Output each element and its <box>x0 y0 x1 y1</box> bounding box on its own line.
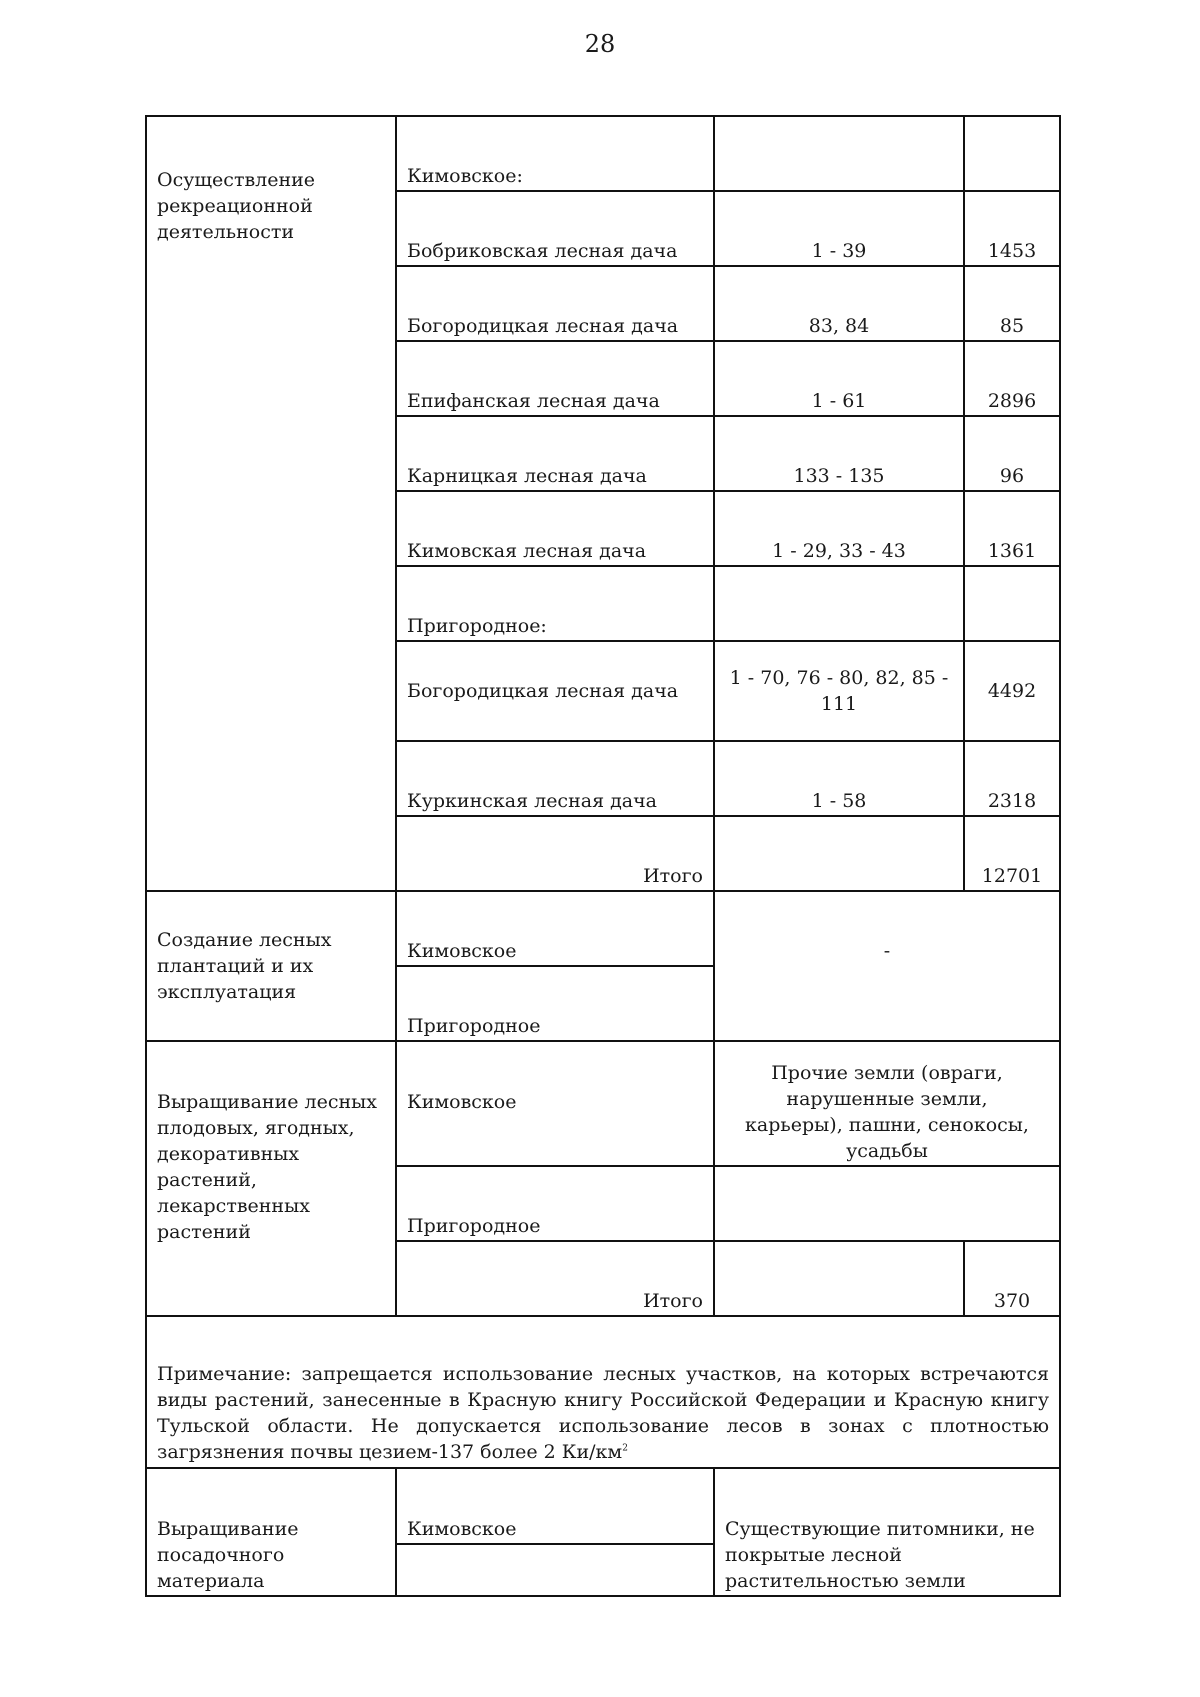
forest-name-cell: Карницкая лесная дача <box>396 416 714 491</box>
forest-name-cell: Бобриковская лесная дача <box>396 191 714 266</box>
district-cell: Кимовское <box>396 891 714 966</box>
page-number: 28 <box>584 30 616 58</box>
quarters-cell: 1 - 39 <box>714 191 964 266</box>
total-label: Итого <box>396 1241 714 1316</box>
total-label: Итого <box>396 816 714 891</box>
empty-cell <box>396 1544 714 1596</box>
district-cell: Пригородное <box>396 966 714 1041</box>
forest-name-cell: Епифанская лесная дача <box>396 341 714 416</box>
area-cell <box>964 566 1060 641</box>
activity-cell: Создание лесных плантаций и их эксплуатация <box>146 891 396 1041</box>
quarters-cell: 1 - 61 <box>714 341 964 416</box>
area-cell: 4492 <box>964 641 1060 741</box>
quarters-cell <box>714 116 964 191</box>
activity-cell: Осуществление рекреационной деятельности <box>146 116 396 891</box>
table-row <box>146 1041 1060 1166</box>
note-superscript: 2 <box>622 1443 628 1454</box>
forest-name-cell: Куркинская лесная дача <box>396 741 714 816</box>
table-row <box>146 116 1060 191</box>
area-cell: 2896 <box>964 341 1060 416</box>
quarters-cell: 1 - 70, 76 - 80, 82, 85 - 111 <box>714 641 964 741</box>
empty-cell <box>714 1241 964 1316</box>
activity-cell: Выращивание посадочного материала <box>146 1468 396 1596</box>
total-area: 12701 <box>964 816 1060 891</box>
area-cell: 85 <box>964 266 1060 341</box>
quarters-cell: 1 - 58 <box>714 741 964 816</box>
empty-cell <box>714 816 964 891</box>
area-cell: 1453 <box>964 191 1060 266</box>
area-cell <box>964 116 1060 191</box>
note-cell <box>146 1316 1060 1468</box>
forest-name-cell: Богородицкая лесная дача <box>396 641 714 741</box>
note-text: Примечание: запрещается использование лесных участков, на которых встречаются виды растений, занесенные в Красную книгу Российской Федерации и Красную книгу Тульской области. Не допускается использование лесов в зонах с плотностью загрязнения почвы цезием-137 более 2 Ки/км <box>157 1363 1049 1463</box>
forest-name-cell: Кимовское: <box>396 116 714 191</box>
quarters-cell: 133 - 135 <box>714 416 964 491</box>
area-cell: 2318 <box>964 741 1060 816</box>
empty-cell <box>714 1166 1060 1241</box>
forest-use-table <box>145 115 1061 1597</box>
table-row <box>146 891 1060 966</box>
activity-cell: Выращивание лесных плодовых, ягодных, декоративных растений, лекарственных растений <box>146 1041 396 1316</box>
nursery-value: Существующие питомники, не покрытые лесной растительностью земли <box>714 1468 1060 1596</box>
district-cell: Кимовское <box>396 1041 714 1166</box>
table-row <box>146 1468 1060 1544</box>
quarters-cell: 1 - 29, 33 - 43 <box>714 491 964 566</box>
area-cell: 1361 <box>964 491 1060 566</box>
quarters-cell: 83, 84 <box>714 266 964 341</box>
plantation-value: - <box>714 891 1060 1041</box>
district-cell: Кимовское <box>396 1468 714 1544</box>
forest-name-cell: Кимовская лесная дача <box>396 491 714 566</box>
area-cell: 96 <box>964 416 1060 491</box>
district-cell: Пригородное <box>396 1166 714 1241</box>
note-row <box>146 1316 1060 1468</box>
total-area: 370 <box>964 1241 1060 1316</box>
quarters-cell <box>714 566 964 641</box>
forest-name-cell: Пригородное: <box>396 566 714 641</box>
growing-value: Прочие земли (овраги, нарушенные земли, карьеры), пашни, сенокосы, усадьбы <box>714 1041 1060 1166</box>
forest-name-cell: Богородицкая лесная дача <box>396 266 714 341</box>
